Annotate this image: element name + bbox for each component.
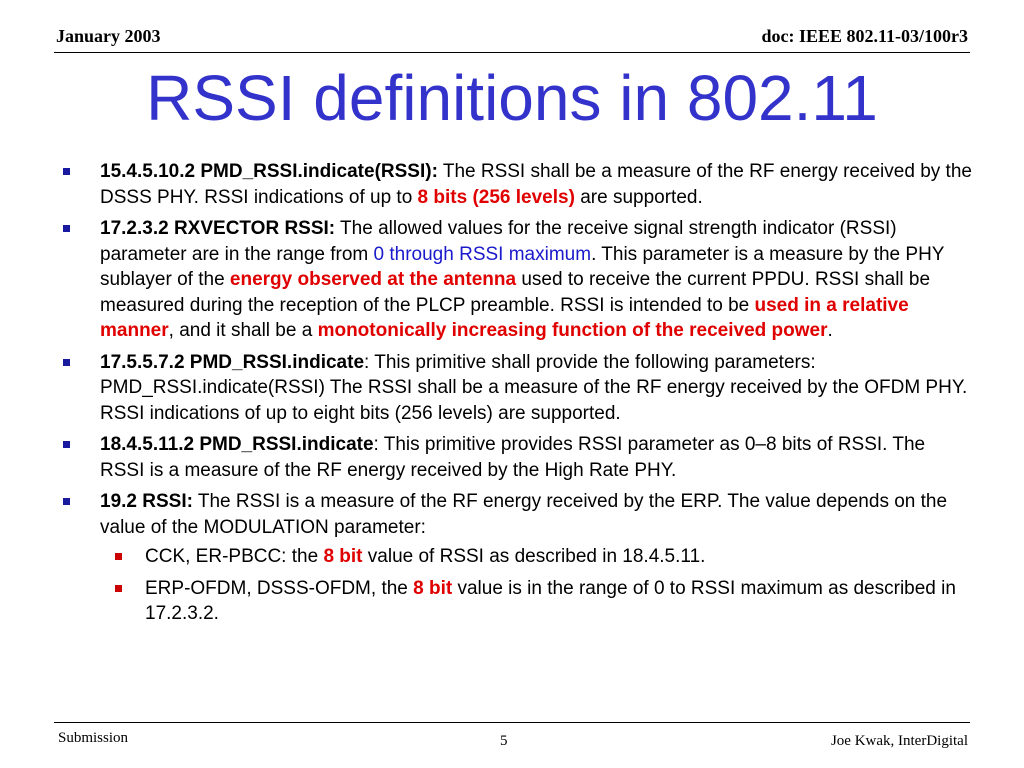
clause-reference: 17.5.5.7.2 PMD_RSSI.indicate: [100, 351, 365, 373]
bullet-text: The RSSI is a measure of the RF energy received by the ERP. The value depends on the value of the MODULATION parameter:: [100, 491, 948, 538]
bullet-item-17-5: [60, 350, 974, 427]
bullet-text: . This parameter is a measure by the PHY sublayer of the: [100, 243, 945, 290]
footer-divider: [54, 722, 970, 723]
highlight-text: energy observed at the antenna: [229, 269, 517, 290]
bullet-text: .: [827, 320, 833, 341]
clause-reference: 17.2.3.2 RXVECTOR RSSI:: [100, 218, 336, 239]
bullet-text: CCK, ER-PBCC: the: [145, 546, 324, 567]
bullet-text: The RSSI shall be a measure of the RF energy received by the DSSS PHY. RSSI indications of up to: [100, 161, 972, 208]
sub-bullet-list: [100, 544, 974, 627]
slide-title: RSSI definitions in 802.11: [146, 62, 878, 134]
footer-submission: Submission: [58, 730, 129, 746]
bullet-item-15-4: [60, 159, 974, 210]
bullet-text: The allowed values for the receive signal strength indicator (RSSI) parameter are in the range from: [100, 218, 897, 265]
sub-bullet-item-cck: [100, 544, 974, 570]
highlight-text: monotonically increasing function of the received power: [317, 320, 828, 341]
clause-reference: 18.4.5.11.2 PMD_RSSI.indicate: [100, 434, 374, 455]
highlight-text: 8 bits (256 levels): [417, 186, 575, 208]
bullet-item-19-2: [60, 489, 974, 627]
slide-body: [60, 159, 974, 633]
bullet-item-17-2: [60, 216, 974, 344]
highlight-text: 8 bit: [413, 577, 453, 599]
bullet-text: value is in the range of 0 to RSSI maximum as described in 17.2.3.2.: [145, 577, 956, 624]
bullet-text: : This primitive provides RSSI parameter as 0–8 bits of RSSI. The RSSI is a measure of the RF energy received by the High Rate PHY.: [100, 434, 926, 481]
page-number: 5: [500, 733, 508, 749]
sub-bullet-item-erp-ofdm: [100, 576, 974, 627]
highlight-text: 8 bit: [323, 546, 363, 567]
bullet-text: , and it shall be a: [168, 320, 318, 341]
highlight-text: used in a relative manner: [100, 294, 909, 341]
clause-reference: 19.2 RSSI:: [100, 491, 193, 512]
blue-text: 0 through RSSI maximum: [373, 243, 592, 265]
footer-author: Joe Kwak, InterDigital: [830, 733, 968, 749]
bullet-list: [60, 159, 974, 627]
clause-reference: 15.4.5.10.2 PMD_RSSI.indicate(RSSI):: [100, 161, 438, 182]
header-divider: [54, 52, 970, 53]
header-doc-id: doc: IEEE 802.11-03/100r3: [761, 26, 968, 46]
bullet-text: value of RSSI as described in 18.4.5.11.: [362, 546, 706, 567]
bullet-item-18-4: [60, 432, 974, 483]
bullet-text: : This primitive shall provide the following parameters: PMD_RSSI.indicate(RSSI) The RSSI shall be a measure of the RF energy received by the OFDM PHY. RSSI indications of up to eight bits (256 levels) are supported.: [100, 351, 968, 424]
bullet-text: used to receive the current PPDU. RSSI shall be measured during the reception of the PLCP preamble. RSSI is intended to be: [100, 269, 931, 316]
bullet-text: are supported.: [574, 186, 703, 208]
bullet-text: ERP-OFDM, DSSS-OFDM, the: [145, 577, 414, 599]
header-date: January 2003: [56, 26, 161, 46]
